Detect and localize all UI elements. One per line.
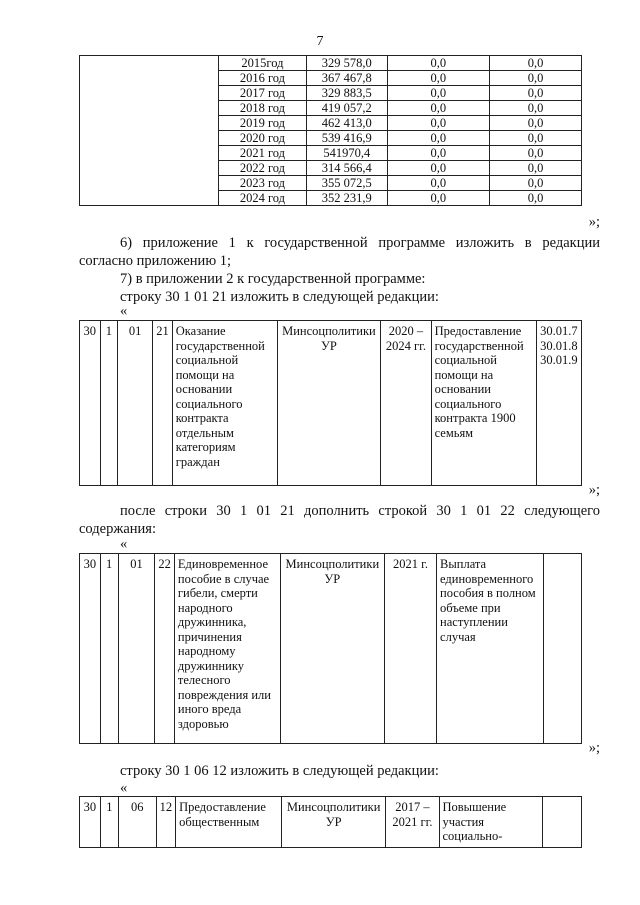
total-value-cell: 419 057,2: [307, 101, 387, 116]
value-cell-a: 0,0: [387, 176, 490, 191]
value-cell-b: 0,0: [490, 131, 582, 146]
value-cell-b: 0,0: [490, 86, 582, 101]
paragraph-6-line1: 6) приложение 1 к государственной программе изложить в редакции: [120, 235, 600, 251]
cell-expected-result: Повышение участия социально-: [439, 797, 542, 848]
cell-indicator-codes: [542, 797, 581, 848]
cell-measure-name: Оказание государственной социальной помощи на основании социального контракта отдельным категориям граждан: [172, 321, 277, 486]
year-cell: 2016 год: [218, 71, 306, 86]
cell-measure-name: Предоставление общественным: [176, 797, 282, 848]
year-cell: 2021 год: [218, 146, 306, 161]
page-number: 7: [316, 34, 324, 49]
value-cell-a: 0,0: [387, 116, 490, 131]
cell-executor: Минсоцполитики УР: [280, 554, 384, 744]
year-cell: 2020 год: [218, 131, 306, 146]
cell-period: 2021 г.: [384, 554, 436, 744]
cell-expected-result: Предоставление государственной социальной помощи на основании социального контракта 1900 семьям: [431, 321, 537, 486]
paragraph-6-line2: согласно приложению 1;: [79, 253, 232, 269]
value-cell-b: 0,0: [490, 146, 582, 161]
opening-quote-1: «: [120, 303, 128, 319]
year-cell: 2022 год: [218, 161, 306, 176]
cell-code-4: 21: [153, 321, 173, 486]
year-cell: 2018 год: [218, 101, 306, 116]
indicator-code: 30.01.9: [540, 353, 578, 367]
value-cell-b: 0,0: [490, 116, 582, 131]
total-value-cell: 329 578,0: [307, 56, 387, 71]
cell-code-1: 30: [80, 554, 101, 744]
indicator-code: 30.01.7: [540, 324, 578, 338]
value-cell-b: 0,0: [490, 71, 582, 86]
value-cell-b: 0,0: [490, 191, 582, 206]
year-cell: 2024 год: [218, 191, 306, 206]
paragraph-row21: строку 30 1 01 21 изложить в следующей редакции:: [120, 289, 439, 305]
paragraph-row0612: строку 30 1 06 12 изложить в следующей редакции:: [120, 763, 439, 779]
value-cell-b: 0,0: [490, 176, 582, 191]
value-cell-b: 0,0: [490, 101, 582, 116]
program-row-30-1-01-22: [79, 553, 582, 744]
cell-code-2: 1: [100, 321, 117, 486]
cell-code-1: 30: [80, 797, 101, 848]
empty-label-cell: [80, 56, 219, 206]
value-cell-b: 0,0: [490, 56, 582, 71]
value-cell-a: 0,0: [387, 56, 490, 71]
total-value-cell: 539 416,9: [307, 131, 387, 146]
cell-indicator-codes: [544, 554, 582, 744]
cell-measure-name: Единовременное пособие в случае гибели, смерти народного дружинника, причинения народному дружиннику телесного повреждения или иного вреда здоровью: [174, 554, 280, 744]
cell-code-3: 01: [118, 554, 155, 744]
cell-code-2: 1: [100, 797, 118, 848]
program-row-30-1-01-21: [79, 320, 582, 486]
value-cell-a: 0,0: [387, 191, 490, 206]
total-value-cell: 352 231,9: [307, 191, 387, 206]
cell-executor: Минсоцполитики УР: [281, 797, 385, 848]
value-cell-a: 0,0: [387, 101, 490, 116]
total-value-cell: 329 883,5: [307, 86, 387, 101]
cell-indicator-codes: [537, 321, 582, 486]
total-value-cell: 314 566,4: [307, 161, 387, 176]
total-value-cell: 541970,4: [307, 146, 387, 161]
value-cell-a: 0,0: [387, 161, 490, 176]
cell-code-4: 12: [156, 797, 176, 848]
opening-quote-2: «: [120, 536, 128, 552]
total-value-cell: 462 413,0: [307, 116, 387, 131]
value-cell-a: 0,0: [387, 86, 490, 101]
indicator-code: 30.01.8: [540, 338, 578, 353]
year-row: [80, 56, 582, 71]
value-cell-b: 0,0: [490, 161, 582, 176]
value-cell-a: 0,0: [387, 71, 490, 86]
cell-period: 2017 – 2021 гг.: [386, 797, 439, 848]
opening-quote-3: «: [120, 780, 128, 796]
cell-period: 2020 – 2024 гг.: [381, 321, 431, 486]
value-cell-a: 0,0: [387, 131, 490, 146]
closing-quote-1: »;: [588, 214, 600, 230]
total-value-cell: 355 072,5: [307, 176, 387, 191]
year-cell: 2017 год: [218, 86, 306, 101]
closing-quote-2: »;: [588, 482, 600, 498]
year-cell: 2023 год: [218, 176, 306, 191]
program-row-30-1-06-12: [79, 796, 582, 848]
total-value-cell: 367 467,8: [307, 71, 387, 86]
cell-executor: Минсоцполитики УР: [277, 321, 381, 486]
paragraph-after-line2: содержания:: [79, 521, 157, 537]
cell-code-3: 06: [118, 797, 156, 848]
year-cell: 2015год: [218, 56, 306, 71]
paragraph-7: 7) в приложении 2 к государственной программе:: [120, 271, 426, 287]
cell-expected-result: Выплата единовременного пособия в полном объеме при наступлении случая: [437, 554, 544, 744]
funding-by-year-table: [79, 55, 582, 206]
cell-code-3: 01: [118, 321, 153, 486]
paragraph-after-line1: после строки 30 1 01 21 дополнить строкой 30 1 01 22 следующего: [120, 503, 600, 519]
cell-code-1: 30: [80, 321, 101, 486]
cell-code-4: 22: [155, 554, 175, 744]
closing-quote-3: »;: [588, 740, 600, 756]
value-cell-a: 0,0: [387, 146, 490, 161]
year-cell: 2019 год: [218, 116, 306, 131]
cell-code-2: 1: [100, 554, 118, 744]
